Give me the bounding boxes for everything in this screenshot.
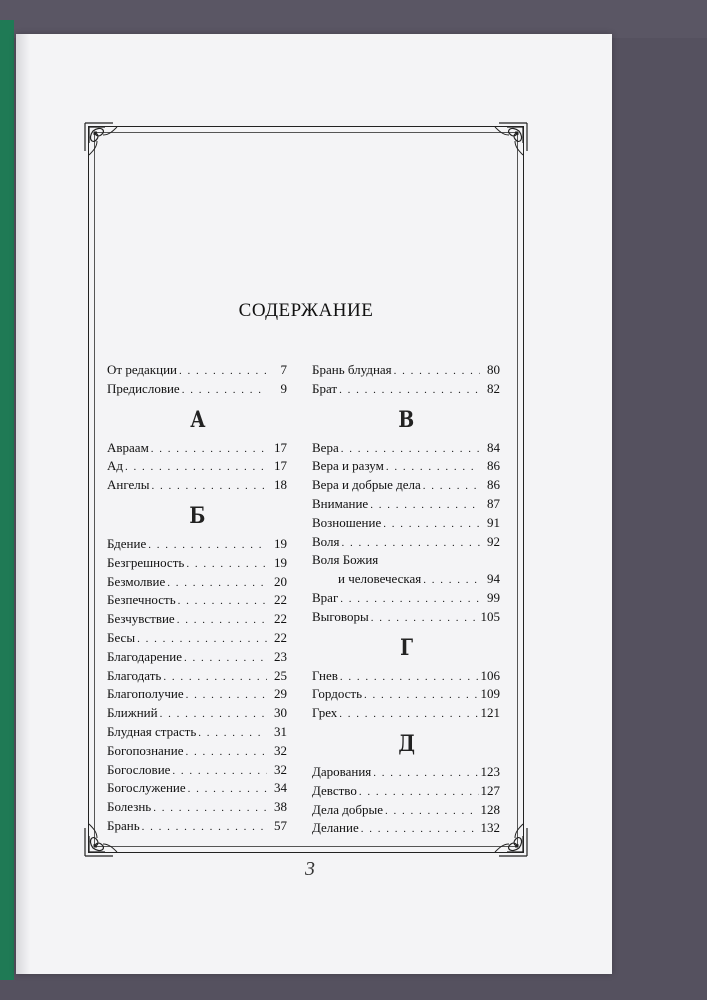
- toc-entry-page: 91: [487, 514, 500, 530]
- toc-entry-title: Брань: [107, 817, 140, 833]
- section-letter-text: Г: [399, 634, 413, 661]
- toc-entry-page: 99: [487, 589, 500, 605]
- toc-entry: [107, 686, 287, 705]
- toc-entry-title: Безпечность: [107, 592, 176, 608]
- toc-leader-dots: [125, 461, 267, 473]
- toc-entry-page: 29: [274, 686, 287, 702]
- toc-entry-page: 17: [274, 439, 287, 455]
- toc-entry: [107, 536, 287, 555]
- toc-entry: [107, 592, 287, 611]
- toc-entry-page: 128: [480, 801, 500, 817]
- toc-leader-dots: [179, 365, 267, 377]
- toc-entry-page: 18: [274, 477, 287, 493]
- toc-leader-dots: [371, 612, 479, 624]
- toc-entry: [107, 705, 287, 724]
- toc-entry: [107, 630, 287, 649]
- toc-leader-dots: [341, 537, 480, 549]
- toc-leader-dots: [186, 558, 267, 570]
- toc-entry: [312, 820, 500, 839]
- toc-entry-title: Возношение: [312, 514, 382, 530]
- toc-leader-dots: [423, 480, 480, 492]
- toc-entry: [312, 496, 500, 515]
- toc-entry-title: Болезнь: [107, 799, 152, 815]
- toc-entry-page: 127: [480, 782, 500, 798]
- toc-entry: [107, 799, 287, 818]
- toc-entry: [107, 780, 287, 799]
- toc-entry-title: и человеческая: [338, 571, 422, 587]
- section-letter-text: Б: [189, 502, 205, 529]
- toc-entry-page: 94: [487, 571, 500, 587]
- toc-entry-page: 23: [274, 648, 287, 664]
- toc-leader-dots: [385, 805, 478, 817]
- toc-leader-dots: [153, 802, 267, 814]
- toc-entry-page: 38: [274, 799, 287, 815]
- toc-left-column: [107, 362, 287, 837]
- toc-right-column: [312, 362, 500, 839]
- toc-leader-dots: [163, 671, 267, 683]
- toc-entry-page: 30: [274, 705, 287, 721]
- toc-entry-title: Безчувствие: [107, 611, 175, 627]
- toc-entry-page: 19: [274, 554, 287, 570]
- toc-entry-page: 84: [487, 439, 500, 455]
- toc-entry-title: Благодать: [107, 667, 162, 683]
- toc-entry-page: 9: [280, 380, 287, 396]
- toc-entry: [107, 381, 287, 400]
- toc-leader-dots: [370, 499, 480, 511]
- toc-entry: [312, 705, 500, 724]
- toc-entry-title: Предисловие: [107, 380, 180, 396]
- toc-leader-dots: [394, 365, 480, 377]
- toc-leader-dots: [198, 727, 267, 739]
- toc-entry: [312, 458, 500, 477]
- section-letter: [312, 724, 500, 764]
- toc-entry: [107, 668, 287, 687]
- toc-entry-page: 17: [274, 458, 287, 474]
- toc-leader-dots: [361, 823, 479, 835]
- toc-entry: [107, 477, 287, 496]
- toc-leader-dots: [339, 708, 478, 720]
- toc-entry-title: Безгрешность: [107, 554, 185, 570]
- toc-entry-title: Богопознание: [107, 742, 184, 758]
- toc-entry: [312, 590, 500, 609]
- toc-entry-page: 32: [274, 742, 287, 758]
- toc-entry-title: Вера и разум: [312, 458, 384, 474]
- toc-leader-dots: [137, 633, 267, 645]
- toc-entry-title: Дела добрые: [312, 801, 384, 817]
- toc-leader-dots: [142, 821, 267, 833]
- toc-entry-page: 7: [280, 362, 287, 377]
- toc-entry-title: Безмолвие: [107, 573, 166, 589]
- toc-entry-page: 31: [274, 723, 287, 739]
- toc-entry-title: Ангелы: [107, 477, 150, 493]
- toc-entry-title: Брат: [312, 380, 338, 396]
- toc-leader-dots: [184, 652, 267, 664]
- toc-leader-dots: [178, 595, 267, 607]
- toc-entry-title: Вера и добрые дела: [312, 477, 421, 493]
- toc-entry: [312, 362, 500, 381]
- toc-entry-title: Брань блудная: [312, 362, 392, 377]
- toc-entry-title: Грех: [312, 705, 338, 721]
- toc-entry-page: 22: [274, 611, 287, 627]
- toc-entry-title: Дарования: [312, 763, 372, 779]
- toc-entry-page: 80: [487, 362, 500, 377]
- toc-leader-dots: [341, 443, 480, 455]
- toc-leader-dots: [182, 384, 267, 396]
- toc-entry: [312, 440, 500, 459]
- toc-entry-title: Благодарение: [107, 648, 183, 664]
- toc-leader-dots: [386, 461, 480, 473]
- toc-leader-dots: [160, 708, 267, 720]
- toc-entry-page: 86: [487, 458, 500, 474]
- toc-entry-page: 121: [480, 705, 500, 721]
- toc-entry-title: Ближний: [107, 705, 158, 721]
- corner-ornament-icon: [489, 121, 529, 161]
- toc-entry: [107, 440, 287, 459]
- toc-leader-dots: [340, 671, 479, 683]
- book-cover-top: [0, 0, 707, 38]
- toc-entry-title: Благополучие: [107, 686, 184, 702]
- toc-entry-title: Бесы: [107, 629, 136, 645]
- toc-entry-title: Вера: [312, 439, 339, 455]
- toc-entry-title: Воля: [312, 533, 340, 549]
- toc-entry-page: 34: [274, 780, 287, 796]
- section-letter: [107, 400, 287, 440]
- toc-entry-page: 19: [274, 535, 287, 551]
- corner-ornament-icon: [83, 121, 123, 161]
- toc-entry: [312, 668, 500, 687]
- toc-leader-dots: [151, 443, 267, 455]
- toc-entry-page: 57: [274, 817, 287, 833]
- toc-entry-page: 20: [274, 573, 287, 589]
- toc-leader-dots: [359, 786, 479, 798]
- toc-entry-page: 109: [480, 686, 500, 702]
- toc-entry-title: Делание: [312, 820, 359, 836]
- toc-leader-dots: [383, 518, 480, 530]
- toc-entry-page: 86: [487, 477, 500, 493]
- page-gutter-shadow: [16, 34, 30, 974]
- toc-leader-dots: [152, 480, 268, 492]
- toc-entry: [312, 552, 500, 571]
- toc-entry: [107, 743, 287, 762]
- toc-entry: [107, 458, 287, 477]
- toc-entry: [107, 555, 287, 574]
- toc-leader-dots: [186, 689, 267, 701]
- toc-entry-page: 32: [274, 761, 287, 777]
- toc-leader-dots: [185, 746, 267, 758]
- toc-entry: [312, 609, 500, 628]
- toc-leader-dots: [339, 384, 480, 396]
- toc-entry-title: Воля Божия: [312, 552, 379, 568]
- toc-entry-page: 87: [487, 495, 500, 511]
- toc-leader-dots: [177, 614, 267, 626]
- toc-entry-title: Блудная страсть: [107, 723, 197, 739]
- toc-entry: [107, 611, 287, 630]
- toc-entry-page: 22: [274, 629, 287, 645]
- toc-entry-page: 22: [274, 592, 287, 608]
- toc-entry-page: 92: [487, 533, 500, 549]
- section-letter: [312, 628, 500, 668]
- toc-entry-title: Бдение: [107, 535, 147, 551]
- toc-entry: [312, 381, 500, 400]
- toc-entry-title: Гордость: [312, 686, 363, 702]
- toc-entry-title: Ад: [107, 458, 124, 474]
- toc-entry-title: Богослужение: [107, 780, 186, 796]
- toc-leader-dots: [167, 577, 267, 589]
- toc-leader-dots: [423, 574, 480, 586]
- toc-entry-title: Авраам: [107, 439, 149, 455]
- toc-leader-dots: [172, 765, 267, 777]
- toc-leader-dots: [340, 593, 480, 605]
- toc-entry-page: 106: [480, 667, 500, 683]
- toc-entry-page: 82: [487, 380, 500, 396]
- section-letter-text: Д: [398, 730, 414, 757]
- toc-leader-dots: [148, 539, 267, 551]
- toc-leader-dots: [373, 767, 478, 779]
- toc-entry: [107, 574, 287, 593]
- toc-entry-title: Богословие: [107, 761, 171, 777]
- toc-entry: [312, 534, 500, 553]
- toc-entry: [107, 362, 287, 381]
- section-letter-text: В: [398, 406, 414, 433]
- page-number: 3: [305, 858, 315, 880]
- toc-entry: [312, 686, 500, 705]
- toc-entry-title: Гнев: [312, 667, 338, 683]
- toc-entry: [312, 477, 500, 496]
- toc-entry: [107, 649, 287, 668]
- toc-entry: [312, 764, 500, 783]
- toc-entry: [107, 762, 287, 781]
- book-cover-spine: [0, 20, 14, 980]
- toc-entry: [312, 783, 500, 802]
- toc-entry-title: От редакции: [107, 362, 177, 377]
- toc-entry-page: 132: [480, 820, 500, 836]
- page-title: СОДЕРЖАНИЕ: [238, 300, 374, 321]
- toc-entry-title: Девство: [312, 782, 357, 798]
- toc-entry: [107, 724, 287, 743]
- toc-entry-page: 25: [274, 667, 287, 683]
- toc-entry-title: Выговоры: [312, 608, 369, 624]
- section-letter: [107, 496, 287, 536]
- section-letter: [312, 400, 500, 440]
- toc-entry-page: 105: [480, 608, 500, 624]
- toc-leader-dots: [188, 783, 267, 795]
- toc-entry: [312, 802, 500, 821]
- toc-entry-page: 123: [480, 763, 500, 779]
- toc-entry: [312, 571, 500, 590]
- toc-entry-title: Враг: [312, 589, 339, 605]
- toc-entry-title: Внимание: [312, 495, 369, 511]
- toc-entry: [312, 515, 500, 534]
- toc-leader-dots: [364, 689, 478, 701]
- section-letter-text: А: [189, 406, 205, 433]
- toc-entry: [107, 818, 287, 837]
